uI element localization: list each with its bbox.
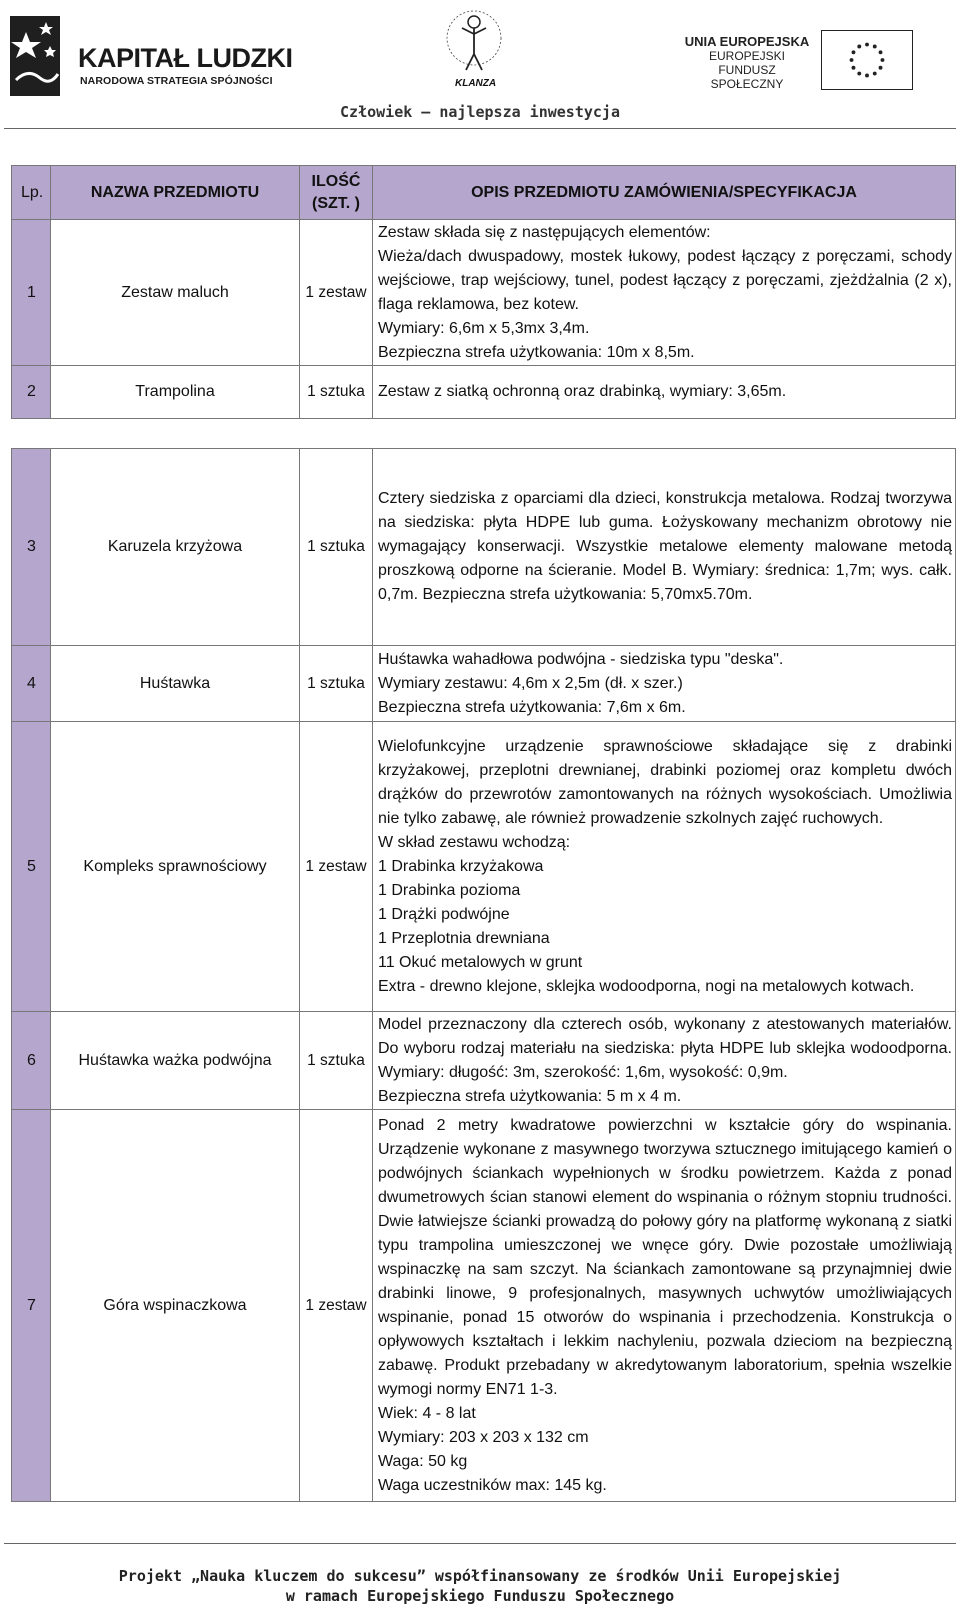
row-qty: 1 zestaw	[300, 220, 373, 366]
header-name: NAZWA PRZEDMIOTU	[51, 166, 300, 220]
row-name: Huśtawka ważka podwójna	[51, 1012, 300, 1110]
row-name: Zestaw maluch	[51, 220, 300, 366]
desc-line: Cztery siedziska z oparciami dla dzieci, konstrukcja metalowa. Rodzaj tworzywa na siedziska: płyta HDPE lub guma. Łożyskowany mechanizm obrotowy nie wymagający konserwacji. Wszystkie metalowe elementy malowane metodą proszkową odporne na ścieranie. Model B. Wymiary: średnica: 1,7m; wys. całk. 0,7m. Bezpieczna strefa użytkowania: 5,70mx5.70m.	[378, 490, 952, 603]
row-lp: 3	[12, 449, 51, 646]
row-name: Kompleks sprawnościowy	[51, 722, 300, 1012]
eu-logo-line1: UNIA EUROPEJSKA	[684, 34, 810, 49]
desc-line: Bezpieczna strefa użytkowania: 7,6m x 6m.	[378, 698, 686, 716]
desc-line: 1 Drabinka krzyżakowa	[378, 857, 544, 875]
kapital-ludzki-logo	[6, 12, 326, 102]
row-lp: 2	[12, 366, 51, 419]
klanza-logo-text: KLANZA	[455, 78, 497, 89]
header-qty-line2: (SZT. )	[312, 194, 360, 212]
table-row	[12, 220, 956, 366]
row-spacer	[12, 419, 956, 449]
table-header-row	[12, 166, 956, 220]
row-desc	[373, 366, 956, 419]
desc-line: 1 Drążki podwójne	[378, 905, 510, 923]
desc-line: Model przeznaczony dla czterech osób, wykonany z atestowanych materiałów. Do wyboru rodzaj materiału na siedziska: płyta HDPE lub sklejka wodoodporna. Wymiary: długość: 3m, szerokość: 1,6m, wysokość: 0,9m.	[378, 1015, 952, 1081]
desc-line: Zestaw składa się z następujących elementów:	[378, 223, 711, 241]
kapital-ludzki-emblem-icon	[6, 12, 64, 100]
header-qty-line1: ILOŚĆ	[311, 172, 361, 190]
header-divider	[4, 128, 956, 129]
table-row	[12, 722, 956, 1012]
kapital-ludzki-subtitle: NARODOWA STRATEGIA SPÓJNOŚCI	[80, 75, 273, 87]
desc-line: Wymiary zestawu: 4,6m x 2,5m (dł. x szer.)	[378, 674, 683, 692]
footer-divider	[4, 1543, 956, 1544]
desc-line: W skład zestawu wchodzą:	[378, 833, 571, 851]
row-qty: 1 sztuka	[300, 449, 373, 646]
table-row	[12, 646, 956, 722]
desc-line: Extra - drewno klejone, sklejka wodoodporna, nogi na metalowych kotwach.	[378, 977, 915, 995]
motto-text: Człowiek – najlepsza inwestycja	[340, 103, 620, 121]
row-desc	[373, 449, 956, 646]
desc-line: Wielofunkcyjne urządzenie sprawnościowe składające się z drabinki krzyżakowej, przeplotni drewnianej, drabinki poziomej oraz kompletu dwóch drążków do przewrotów zamontowanych na różnych wysokościach. Umożliwia nie tylko zabawę, ale również prowadzenie szkolnych zajęć ruchowych.	[378, 737, 952, 827]
row-qty: 1 zestaw	[300, 722, 373, 1012]
table-row	[12, 1110, 956, 1502]
page-footer	[0, 1566, 960, 1606]
eu-logo	[684, 30, 954, 90]
row-desc	[373, 722, 956, 1012]
desc-line: Huśtawka wahadłowa podwójna - siedziska typu "deska".	[378, 650, 784, 668]
row-qty: 1 sztuka	[300, 366, 373, 419]
header-lp: Lp.	[12, 166, 51, 220]
table-row	[12, 449, 956, 646]
eu-logo-line2: EUROPEJSKI	[708, 49, 786, 63]
table-row	[12, 1012, 956, 1110]
footer-line1: Projekt „Nauka kluczem do sukcesu” współfinansowany ze środków Unii Europejskiej	[118, 1567, 842, 1585]
specification-table	[11, 165, 956, 1502]
desc-line: Waga: 50 kg	[378, 1452, 468, 1470]
row-lp: 4	[12, 646, 51, 722]
row-lp: 6	[12, 1012, 51, 1110]
desc-line: Waga uczestników max: 145 kg.	[378, 1476, 607, 1494]
row-desc	[373, 1110, 956, 1502]
desc-line: Zestaw z siatką ochronną oraz drabinką, wymiary: 3,65m.	[378, 383, 787, 400]
row-lp: 1	[12, 220, 51, 366]
row-lp: 7	[12, 1110, 51, 1502]
footer-line2: w ramach Europejskiego Funduszu Społecznego	[285, 1587, 675, 1605]
desc-line: 11 Okuć metalowych w grunt	[378, 953, 583, 971]
desc-line: Bezpieczna strefa użytkowania: 10m x 8,5m.	[378, 343, 695, 361]
desc-line: Ponad 2 metry kwadratowe powierzchni w kształcie góry do wspinania. Urządzenie wykonane z masywnego tworzywa sztucznego imitującego kamień o podwójnych ściankach wypełnionych w środku powietrzem. Każda z ponad dwumetrowych ścian stanowi element do wspinania o różnym stopniu trudności. Dwie łatwiejsze ścianki prowadzą do połowy góry na platformę wykonaną z siatki typu trampolina umieszczonej we wnęce góry. Dwie pozostałe umożliwiają wspinaczkę na sam szczyt. Na ściankach zamontowane są przynajmniej dwie drabinki linowe, 9 profesjonalnych, masywnych uchwytów umożliwiających wspinanie, ponad 15 otworów do wspinania i przechodzenia. Konstrukcja o opływowych kształtach i lekkim nachyleniu, pozwala dzieciom na bezpieczną zabawę. Produkt przebadany w akredytowanym laboratorium, spełnia wszelkie wymogi normy EN71 1-3.	[378, 1116, 952, 1398]
row-desc	[373, 646, 956, 722]
row-lp: 5	[12, 722, 51, 1012]
desc-line: Wiek: 4 - 8 lat	[378, 1404, 476, 1422]
header-qty	[300, 166, 373, 220]
row-qty: 1 sztuka	[300, 646, 373, 722]
kapital-ludzki-title: KAPITAŁ LUDZKI	[78, 43, 293, 73]
desc-line: Wieża/dach dwuspadowy, mostek łukowy, podest łączący z poręczami, schody wejściowe, trap wejściowy, tunel, podest łączący z poręczami, zjeżdżalnia (2 x), flaga reklamowa, bez kotew.	[378, 247, 952, 313]
page-header	[0, 0, 960, 135]
desc-line: Bezpieczna strefa użytkowania: 5 m x 4 m.	[378, 1087, 682, 1105]
row-qty: 1 zestaw	[300, 1110, 373, 1502]
header-desc: OPIS PRZEDMIOTU ZAMÓWIENIA/SPECYFIKACJA	[373, 166, 956, 220]
desc-line: 1 Drabinka pozioma	[378, 881, 521, 899]
desc-line: 1 Przeplotnia drewniana	[378, 929, 550, 947]
row-name: Trampolina	[51, 366, 300, 419]
row-name: Karuzela krzyżowa	[51, 449, 300, 646]
row-name: Góra wspinaczkowa	[51, 1110, 300, 1502]
table-row	[12, 366, 956, 419]
row-desc	[373, 220, 956, 366]
eu-logo-line3: FUNDUSZ SPOŁECZNY	[710, 63, 784, 91]
desc-line: Wymiary: 6,6m x 5,3mx 3,4m.	[378, 319, 590, 337]
eu-stars-flag-icon	[821, 30, 913, 90]
row-name: Huśtawka	[51, 646, 300, 722]
row-desc	[373, 1012, 956, 1110]
row-qty: 1 sztuka	[300, 1012, 373, 1110]
desc-line: Wymiary: 203 x 203 x 132 cm	[378, 1428, 589, 1446]
